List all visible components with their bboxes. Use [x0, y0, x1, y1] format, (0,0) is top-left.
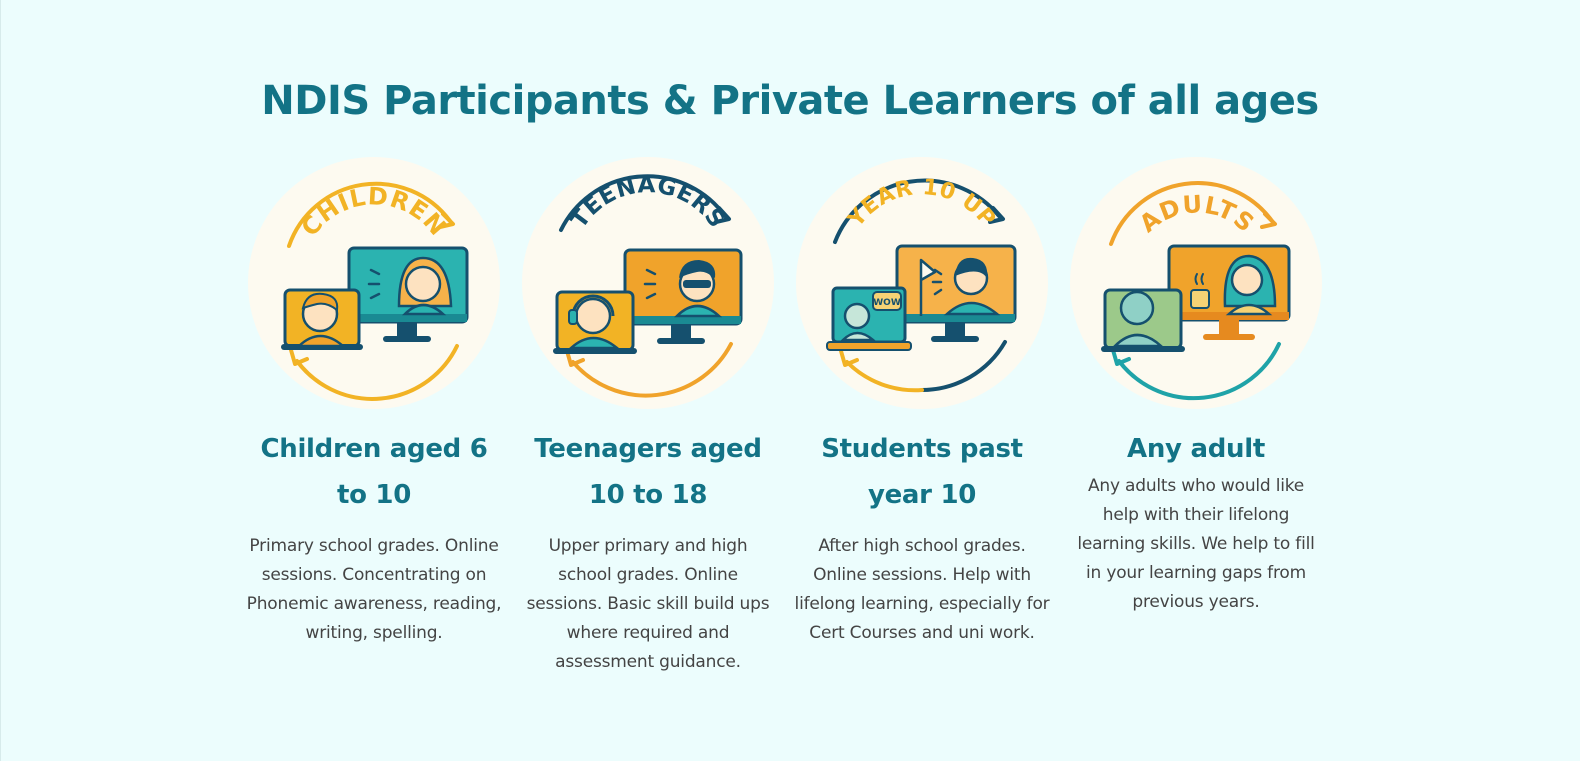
- card-teenagers: [520, 156, 776, 677]
- badge-text-children: CHILDREN: [295, 182, 453, 242]
- card-text-adults: Any adults who would like help with their lifelong learning skills. We help to fill in your learning gaps from previous years.: [1077, 476, 1315, 612]
- children-video-call-illustration-icon: [247, 156, 501, 410]
- card-students: [794, 156, 1050, 648]
- badge-text-students: YEAR 10 UP: [843, 174, 1001, 232]
- card-heading-children: Children aged 6 to 10: [260, 434, 488, 510]
- badge-text-teenagers: TEENAGERS: [566, 172, 730, 234]
- card-children: [246, 156, 502, 648]
- card-text-students: After high school grades. Online sessions. Help with lifelong learning, especially for Cert Courses and uni work.: [794, 536, 1050, 643]
- students-video-call-illustration-icon: [795, 156, 1049, 410]
- card-heading-adults: Any adult: [1127, 434, 1265, 464]
- card-heading-teenagers: Teenagers aged 10 to 18: [534, 434, 762, 510]
- badge-text-adults: ADULTS: [1134, 190, 1260, 239]
- page-title: NDIS Participants & Private Learners of all ages: [261, 78, 1319, 124]
- adults-video-call-illustration-icon: [1069, 156, 1323, 410]
- card-text-children: Primary school grades. Online sessions. Concentrating on Phonemic awareness, reading, writing, spelling.: [246, 536, 502, 643]
- wow-bubble-text: WOW: [873, 298, 901, 308]
- teenagers-video-call-illustration-icon: [521, 156, 775, 410]
- card-adults: [1068, 156, 1324, 617]
- card-heading-students: Students past year 10: [821, 434, 1023, 510]
- card-text-teenagers: Upper primary and high school grades. Online sessions. Basic skill build ups where required and assessment guidance.: [526, 536, 770, 672]
